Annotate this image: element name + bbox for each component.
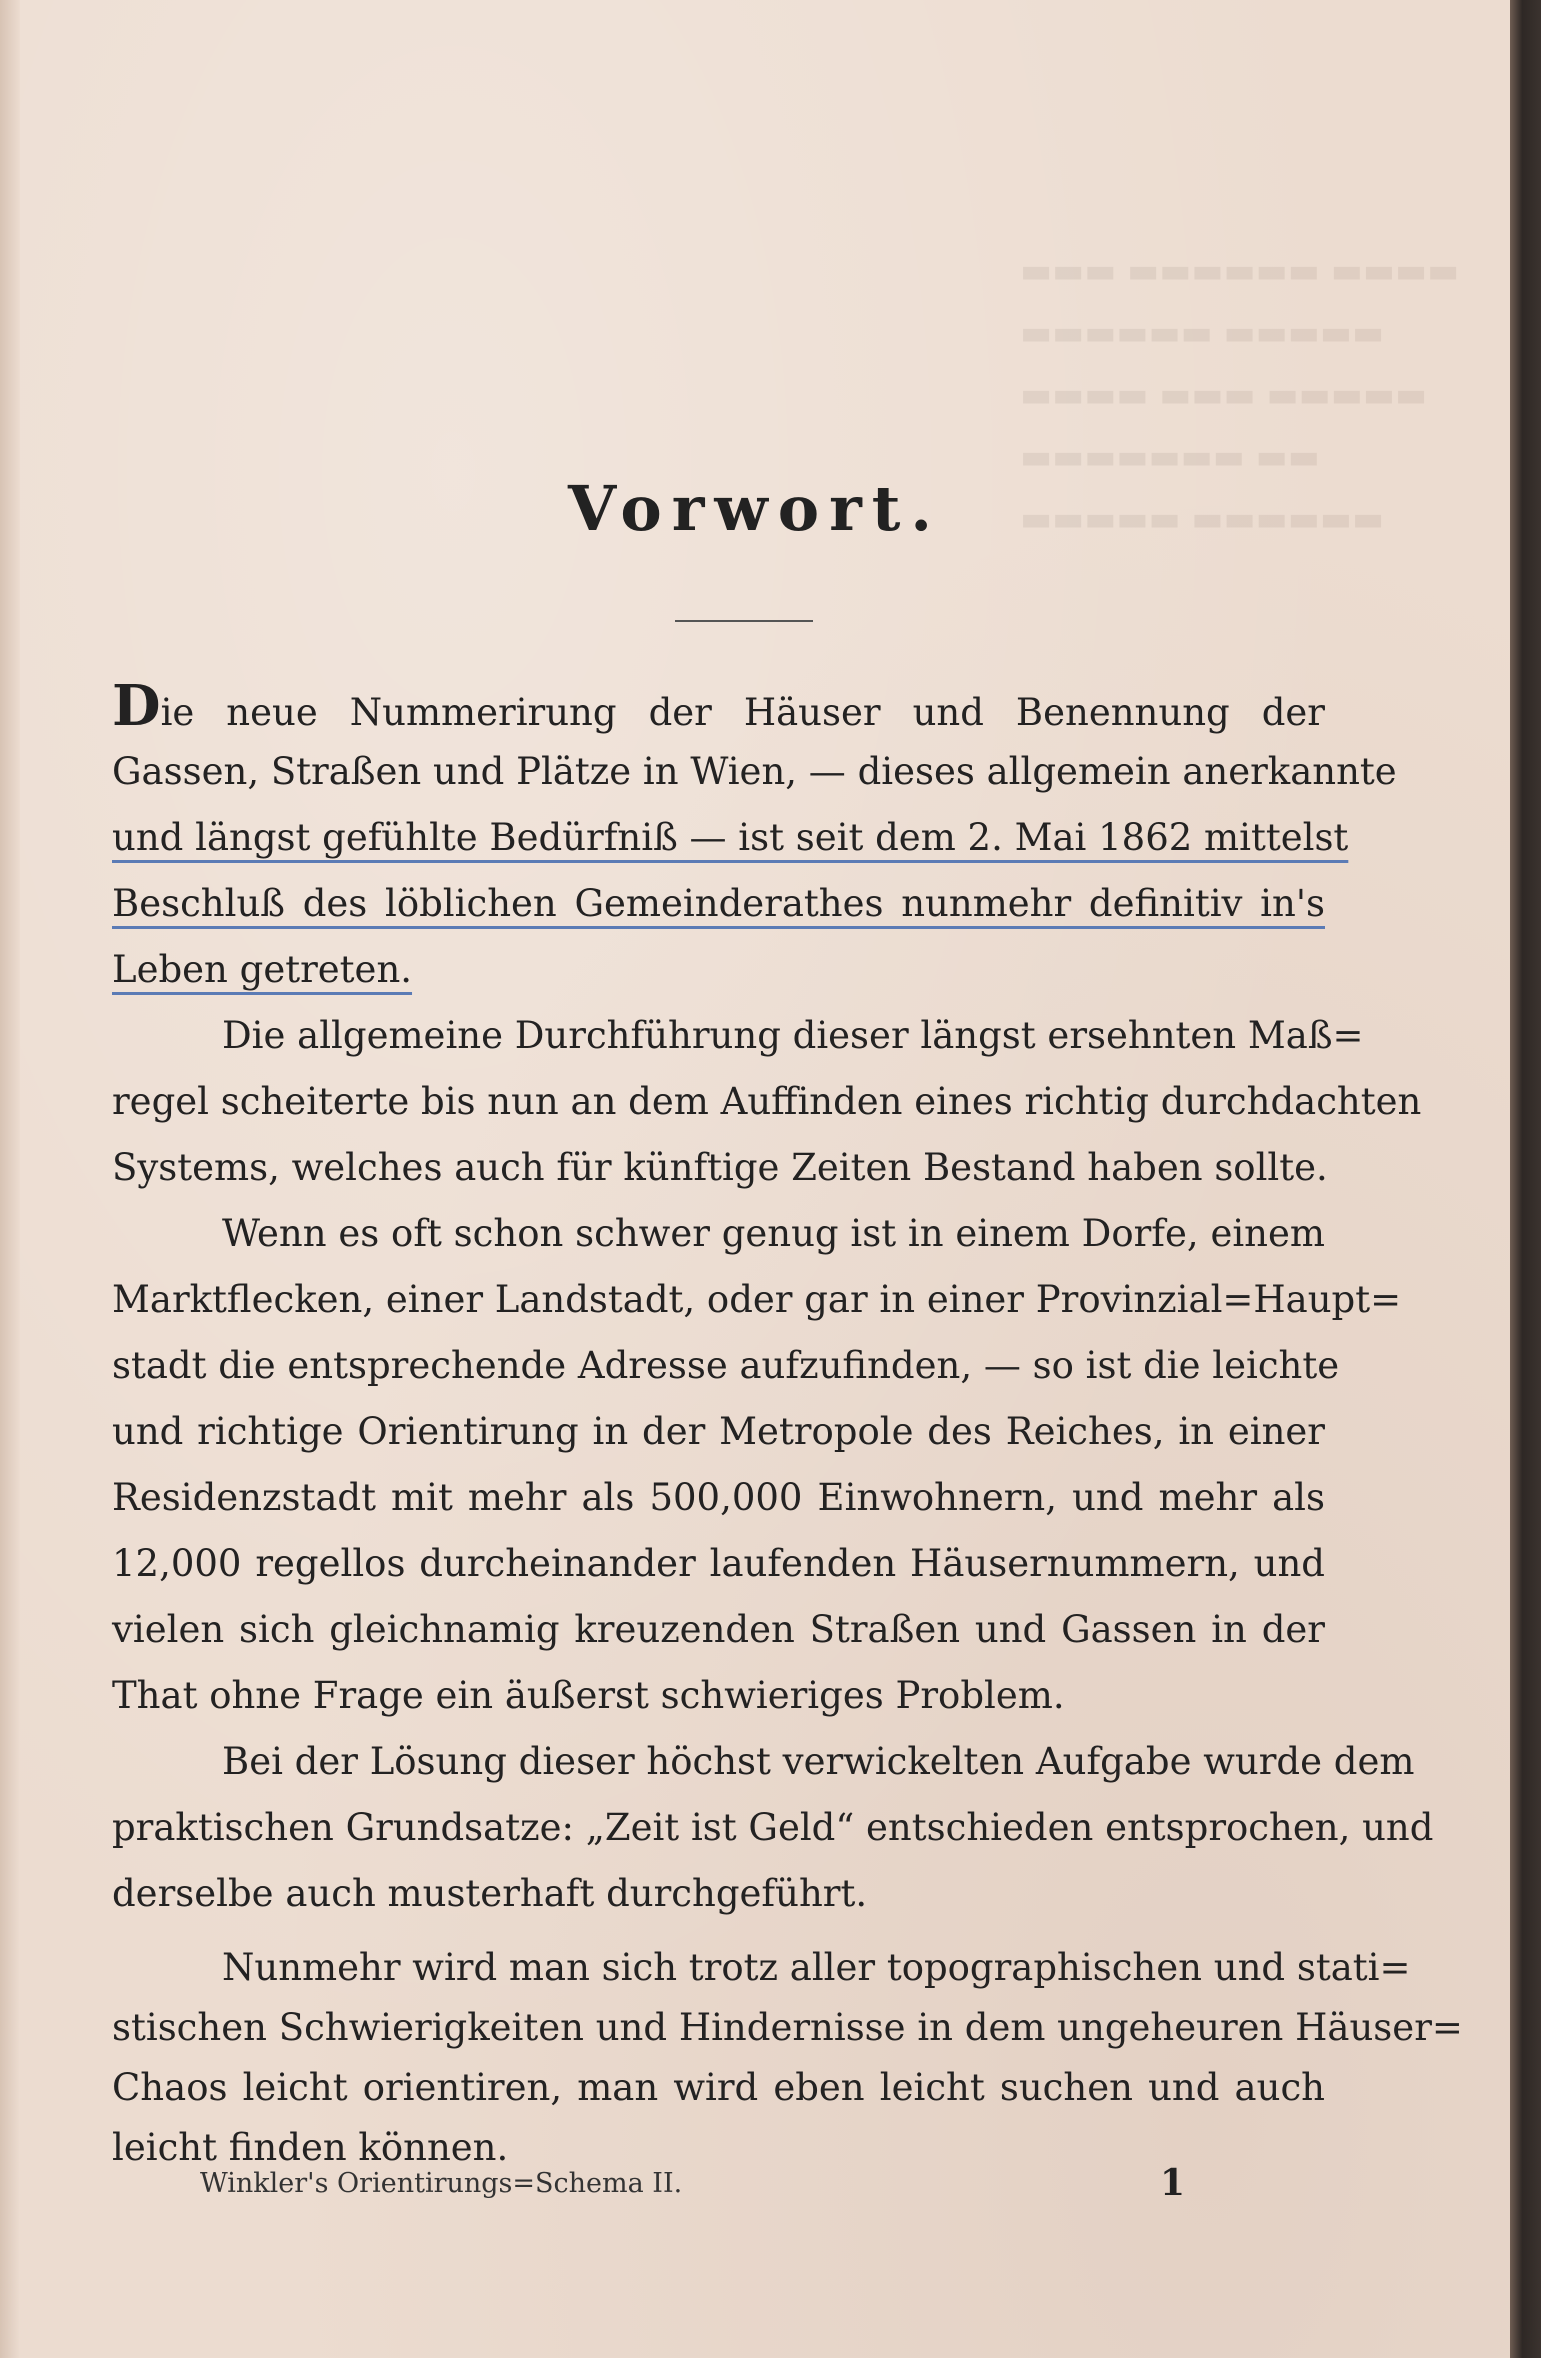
page-gutter bbox=[0, 0, 20, 2358]
signature-line: Winkler's Orientirungs=Schema II. bbox=[200, 2168, 683, 2199]
text-line-23: leicht finden können. bbox=[112, 2126, 509, 2169]
text-line-15: vielen sich gleichnamig kreuzenden Straßen und Gassen in der bbox=[112, 1608, 1325, 1651]
text-line-7: regel scheiterte bis nun an dem Auffinden eines richtig durchdachten bbox=[112, 1080, 1422, 1123]
title-divider bbox=[675, 620, 813, 622]
text-line-20: Nunmehr wird man sich trotz aller topographischen und stati= bbox=[222, 1946, 1411, 1989]
text-line-1: Die neue Nummerirung der Häuser und Benennung der bbox=[112, 673, 1325, 739]
text-line-8: Systems, welches auch für künftige Zeiten Bestand haben sollte. bbox=[112, 1146, 1328, 1189]
text-line-18: praktischen Grundsatze: „Zeit ist Geld“ entschieden entsprochen, und bbox=[112, 1806, 1434, 1849]
text-line-21: stischen Schwierigkeiten und Hindernisse in dem ungeheuren Häuser= bbox=[112, 2006, 1463, 2049]
book-edge bbox=[1510, 0, 1541, 2358]
text-line-16: That ohne Frage ein äußerst schwieriges Problem. bbox=[112, 1674, 1065, 1717]
text-line-3: und längst gefühlte Bedürfniß — ist seit dem 2. Mai 1862 mittelst bbox=[112, 816, 1349, 859]
text-line-4: Beschluß des löblichen Gemeinderathes nunmehr definitiv in's bbox=[112, 882, 1325, 925]
text-line-2: Gassen, Straßen und Plätze in Wien, — dieses allgemein anerkannte bbox=[112, 750, 1397, 793]
drop-cap: D bbox=[112, 673, 161, 739]
bleed-through-text: ▬▬▬ ▬▬▬▬▬▬ ▬▬▬▬ ▬▬▬▬▬▬ ▬▬▬▬▬ ▬▬▬▬ ▬▬▬ ▬▬▬▬▬ ▬▬▬▬▬▬▬ ▬▬ ▬▬▬▬▬ ▬▬▬▬▬▬ bbox=[1020, 251, 1460, 539]
text-line-6: Die allgemeine Durchführung dieser längst ersehnten Maß= bbox=[222, 1014, 1364, 1057]
text-line-9: Wenn es oft schon schwer genug ist in einem Dorfe, einem bbox=[222, 1212, 1325, 1255]
text-line-5: Leben getreten. bbox=[112, 948, 413, 991]
page-number: 1 bbox=[1160, 2162, 1186, 2204]
text-line-10: Marktflecken, einer Landstadt, oder gar in einer Provinzial=Haupt= bbox=[112, 1278, 1402, 1321]
text-line-12: und richtige Orientirung in der Metropole des Reiches, in einer bbox=[112, 1410, 1325, 1453]
text-line-13: Residenzstadt mit mehr als 500,000 Einwohnern, und mehr als bbox=[112, 1476, 1325, 1519]
text-line-11: stadt die entsprechende Adresse aufzufinden, — so ist die leichte bbox=[112, 1344, 1340, 1387]
text-line-14: 12,000 regellos durcheinander laufenden Häusernummern, und bbox=[112, 1542, 1325, 1585]
page-title: Vorwort. bbox=[567, 472, 943, 545]
text-line-19: derselbe auch musterhaft durchgeführt. bbox=[112, 1872, 868, 1915]
text-line-17: Bei der Lösung dieser höchst verwickelten Aufgabe wurde dem bbox=[222, 1740, 1415, 1783]
text-line-22: Chaos leicht orientiren, man wird eben leicht suchen und auch bbox=[112, 2066, 1325, 2109]
